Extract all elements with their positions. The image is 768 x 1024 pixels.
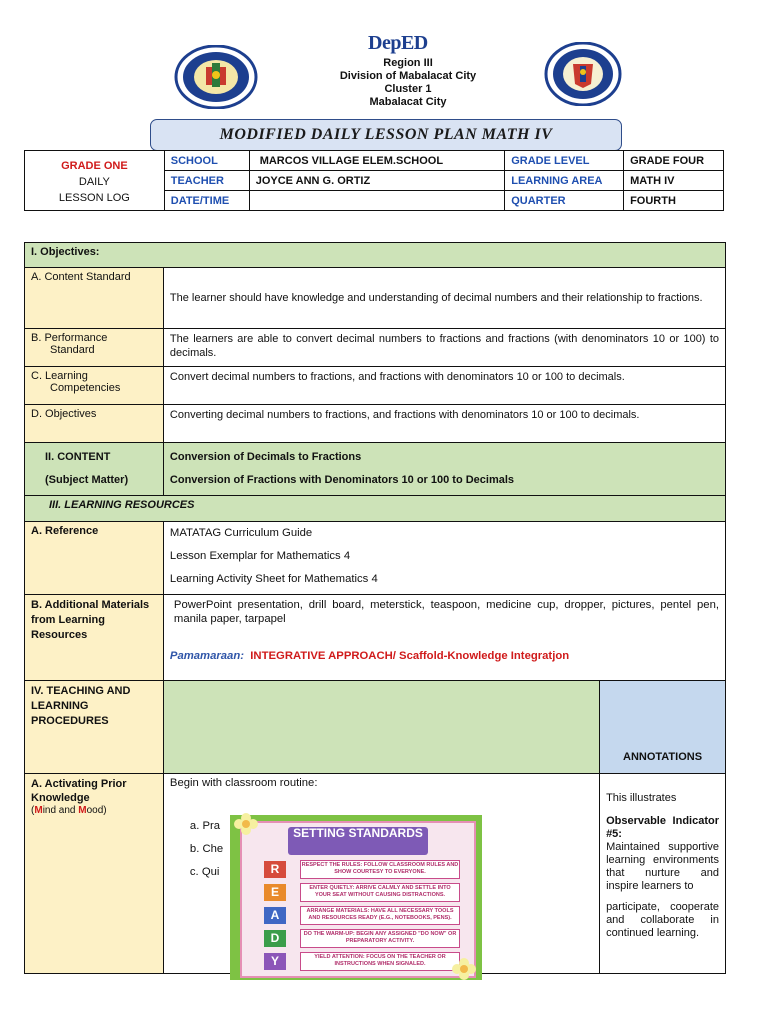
annotation-continued: participate, cooperate and collaborate in continued learning. bbox=[606, 901, 719, 939]
header-division: Division of Mabalacat City bbox=[339, 70, 477, 82]
content-label bbox=[25, 443, 164, 496]
header-city: Mabalacat City bbox=[369, 96, 447, 108]
competencies-label-line2: Competencies bbox=[50, 382, 121, 394]
setting-standards-poster bbox=[230, 815, 482, 980]
content-item-2: Conversion of Fractions with Denominators 10 or 100 to Decimals bbox=[169, 474, 515, 486]
annotations-label: ANNOTATIONS bbox=[600, 681, 726, 774]
header-info-table bbox=[24, 150, 724, 211]
performance-standard-text: The learners are able to convert decimal numbers to fractions and fractions (with denominators 10 or 100) to decimals. bbox=[163, 329, 725, 367]
procedures-spacer bbox=[163, 681, 599, 774]
annotation-intro: This illustrates bbox=[606, 792, 677, 804]
mind-and-mood: (Mind and Mood) bbox=[31, 805, 107, 816]
mood-text: ood) bbox=[86, 805, 107, 816]
date-label: DATE/TIME bbox=[164, 191, 249, 211]
poster-letter-e: E bbox=[264, 884, 286, 901]
grade-one-label: GRADE ONE bbox=[61, 159, 128, 172]
content-standard-text: The learner should have knowledge and understanding of decimal numbers and their relationship to fractions. bbox=[163, 268, 725, 329]
learning-competencies-label bbox=[25, 367, 164, 405]
annotation-indicator: Observable Indicator #5: bbox=[606, 815, 719, 840]
poster-rule-5: YIELD ATTENTION: FOCUS ON THE TEACHER OR INSTRUCTIONS WHEN SIGNALED. bbox=[300, 952, 460, 971]
mind-m: M bbox=[34, 805, 43, 816]
flower-icon bbox=[234, 813, 258, 835]
mind-text: ind and bbox=[42, 805, 79, 816]
content-values bbox=[163, 443, 725, 496]
objectives-head: I. Objectives: bbox=[25, 243, 726, 268]
routine-item-c: c. Qui bbox=[189, 866, 220, 878]
flower-icon bbox=[452, 958, 476, 980]
activating-prior-knowledge-label bbox=[25, 774, 164, 974]
resources-head: III. LEARNING RESOURCES bbox=[25, 496, 726, 522]
poster-rule-3: ARRANGE MATERIALS: HAVE ALL NECESSARY TOOLS AND RESOURCES READY (E.G., NOTEBOOKS, PENS). bbox=[300, 906, 460, 925]
poster-letter-y: Y bbox=[264, 953, 286, 970]
reference-label: A. Reference bbox=[25, 522, 164, 595]
pamamaraan-label: Pamamaraan: bbox=[169, 650, 245, 662]
deped-logo bbox=[368, 32, 448, 54]
reference-item-1: MATATAG Curriculum Guide bbox=[169, 527, 313, 539]
d-objectives-label: D. Objectives bbox=[25, 405, 164, 443]
school-value: MARCOS VILLAGE ELEM.SCHOOL bbox=[249, 151, 505, 171]
additional-materials-label: B. Additional Materials from Learning Resources bbox=[25, 595, 164, 681]
learning-competencies-text: Convert decimal numbers to fractions, and fractions with denominators 10 or 100 to decimals. bbox=[163, 367, 725, 405]
routine-item-b: b. Che bbox=[189, 843, 224, 855]
deped-seal-right bbox=[544, 42, 622, 106]
content-item-1: Conversion of Decimals to Fractions bbox=[169, 451, 362, 463]
poster-inner bbox=[240, 821, 476, 978]
date-value bbox=[249, 191, 505, 211]
poster-rule-4: DO THE WARM-UP: BEGIN ANY ASSIGNED "DO NOW" OR PREPARATORY ACTIVITY. bbox=[300, 929, 460, 948]
additional-materials-cell bbox=[163, 595, 725, 681]
teacher-value: JOYCE ANN G. ORTIZ bbox=[249, 171, 505, 191]
reference-item-3: Learning Activity Sheet for Mathematics 4 bbox=[169, 573, 378, 585]
performance-standard-label bbox=[25, 329, 164, 367]
deped-seal-left bbox=[174, 45, 258, 109]
procedures-label: IV. TEACHING AND LEARNING PROCEDURES bbox=[25, 681, 164, 774]
pamamaraan-value: INTEGRATIVE APPROACH/ Scaffold-Knowledge Integratjon bbox=[250, 650, 570, 662]
lesson-log-label: LESSON LOG bbox=[58, 191, 130, 204]
poster-letter-r: R bbox=[264, 861, 286, 878]
subject-matter-label: (Subject Matter) bbox=[45, 474, 129, 486]
grade-daily-lesson-log bbox=[25, 151, 165, 211]
page-title: MODIFIED DAILY LESSON PLAN MATH IV bbox=[150, 119, 622, 151]
content-label-line1: II. CONTENT bbox=[45, 451, 111, 463]
performance-label-line1: B. Performance bbox=[31, 332, 108, 344]
quarter-value: FOURTH bbox=[624, 191, 724, 211]
header-cluster: Cluster 1 bbox=[384, 83, 432, 95]
learning-area-value: MATH IV bbox=[624, 171, 724, 191]
school-label: SCHOOL bbox=[164, 151, 249, 171]
poster-letter-a: A bbox=[264, 907, 286, 924]
grade-level-value: GRADE FOUR bbox=[624, 151, 724, 171]
competencies-label-line1: C. Learning bbox=[31, 370, 88, 382]
routine-intro: Begin with classroom routine: bbox=[169, 777, 318, 789]
annotation-cell bbox=[600, 774, 726, 974]
header-region: Region III bbox=[383, 57, 433, 69]
poster-rule-1: RESPECT THE RULES: FOLLOW CLASSROOM RULES AND SHOW COURTESY TO EVERYONE. bbox=[300, 860, 460, 879]
mood-m: M bbox=[78, 805, 87, 816]
content-standard-label: A. Content Standard bbox=[25, 268, 164, 329]
deped-logo-text: DepED bbox=[368, 32, 428, 54]
learning-area-label: LEARNING AREA bbox=[505, 171, 624, 191]
poster-letter-d: D bbox=[264, 930, 286, 947]
poster-rule-2: ENTER QUIETLY: ARRIVE CALMLY AND SETTLE INTO YOUR SEAT WITHOUT CAUSING DISTRACTIONS. bbox=[300, 883, 460, 902]
quarter-label: QUARTER bbox=[505, 191, 624, 211]
teacher-label: TEACHER bbox=[164, 171, 249, 191]
reference-list bbox=[163, 522, 725, 595]
grade-level-label: GRADE LEVEL bbox=[505, 151, 624, 171]
performance-label-line2: Standard bbox=[50, 344, 95, 356]
d-objectives-text: Converting decimal numbers to fractions, and fractions with denominators 10 or 100 to decimals. bbox=[163, 405, 725, 443]
routine-item-a: a. Pra bbox=[189, 820, 221, 832]
activating-label-text: A. Activating Prior Knowledge bbox=[31, 778, 127, 804]
reference-item-2: Lesson Exemplar for Mathematics 4 bbox=[169, 550, 351, 562]
annotation-description: Maintained supportive learning environments that nurture and inspire learners to bbox=[606, 841, 719, 892]
additional-materials-text: PowerPoint presentation, drill board, meterstick, teaspoon, medicine cup, dropper, pictures, pentel pen, manila paper, tarpapel bbox=[173, 599, 719, 625]
daily-label: DAILY bbox=[78, 175, 110, 188]
poster-title: SETTING STANDARDS bbox=[288, 827, 428, 855]
pamamaraan-line bbox=[170, 650, 719, 662]
